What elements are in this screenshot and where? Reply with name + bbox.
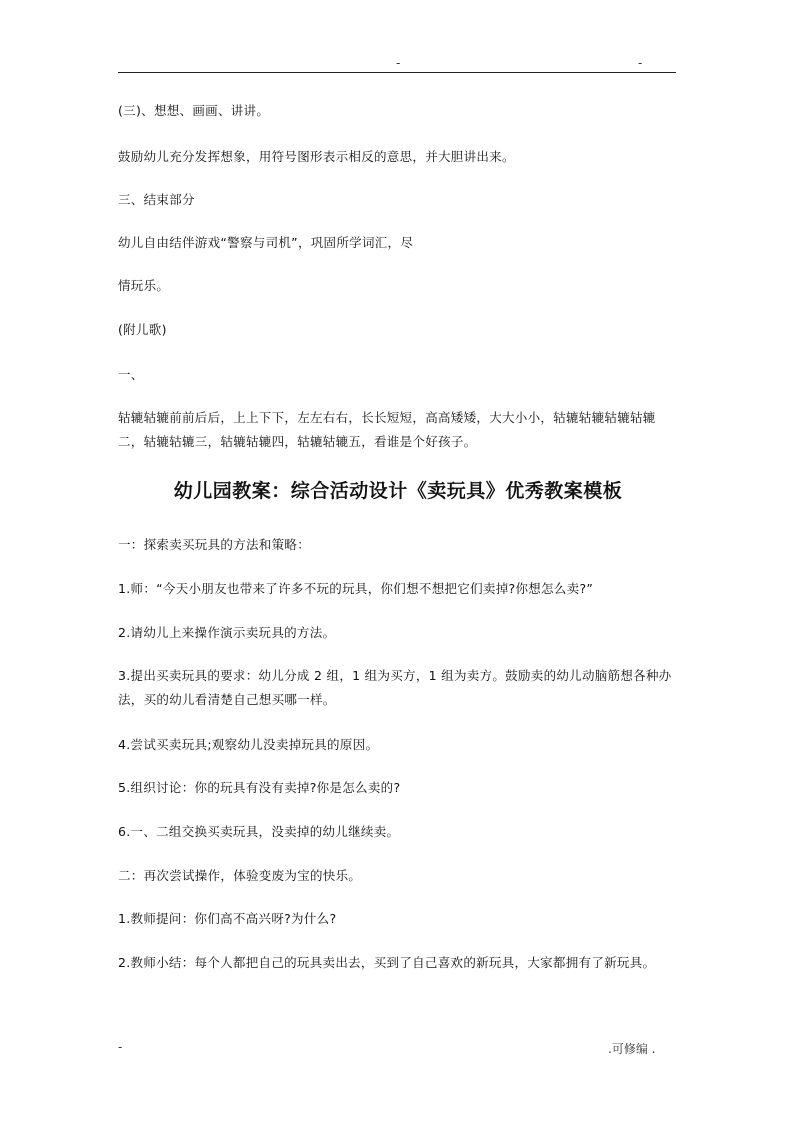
step-2: 2.请幼儿上来操作演示卖玩具的方法。 xyxy=(118,625,336,640)
header-mark-center: - xyxy=(396,56,401,70)
paragraph-song-note: (附儿歌) xyxy=(118,322,167,337)
lesson-title: 幼儿园教案：综合活动设计《卖玩具》优秀教案模板 xyxy=(173,480,623,502)
header-mark-right: - xyxy=(638,56,643,70)
paragraph-play-continue: 情玩乐。 xyxy=(118,278,170,293)
step-5: 5.组织讨论：你的玩具有没有卖掉?你是怎么卖的? xyxy=(118,780,401,795)
paragraph-song-number: 一、 xyxy=(118,367,144,382)
step-1: 1.师：“今天小朋友也带来了许多不玩的玩具，你们想不想把它们卖掉?你想怎么卖?” xyxy=(118,581,594,596)
paragraph-imagine-draw-tell: (三)、想想、画画、讲讲。 xyxy=(118,103,270,118)
paragraph-ending-section: 三、结束部分 xyxy=(118,192,195,207)
step-question: 1.教师提问：你们高不高兴呀?为什么? xyxy=(118,911,337,926)
section-heading-try-again: 二：再次尝试操作，体验变废为宝的快乐。 xyxy=(118,868,362,883)
step-3: 3.提出买卖玩具的要求：幼儿分成 2 组，1 组为买方，1 组为卖方。鼓励卖的幼儿动脑筋想各种办法，买的幼儿看清楚自己想买哪一样。 xyxy=(118,668,672,707)
paragraph-encourage: 鼓励幼儿充分发挥想象，用符号图形表示相反的意思，并大胆讲出来。 xyxy=(118,149,515,164)
paragraph-free-play: 幼儿自由结伴游戏“警察与司机”，巩固所学词汇，尽 xyxy=(118,235,414,250)
header-rule xyxy=(118,72,676,73)
step-6: 6.一、二组交换买卖玩具，没卖掉的幼儿继续卖。 xyxy=(118,824,400,839)
step-4: 4.尝试买卖玩具;观察幼儿没卖掉玩具的原因。 xyxy=(118,737,379,752)
footer-mark-left: - xyxy=(118,1040,123,1054)
step-summary: 2.教师小结：每个人都把自己的玩具卖出去，买到了自己喜欢的新玩具，大家都拥有了新玩具。 xyxy=(118,955,656,970)
section-heading-explore: 一：探索卖买玩具的方法和策略： xyxy=(118,537,311,552)
paragraph-song-lyrics: 轱辘轱辘前前后后，上上下下，左左右右，长长短短，高高矮矮，大大小小，轱辘轱辘轱辘轱辘二，轱辘轱辘三，轱辘轱辘四，轱辘轱辘五，看谁是个好孩子。 xyxy=(118,410,656,449)
footer-editable-note: .可修编 . xyxy=(608,1042,656,1056)
